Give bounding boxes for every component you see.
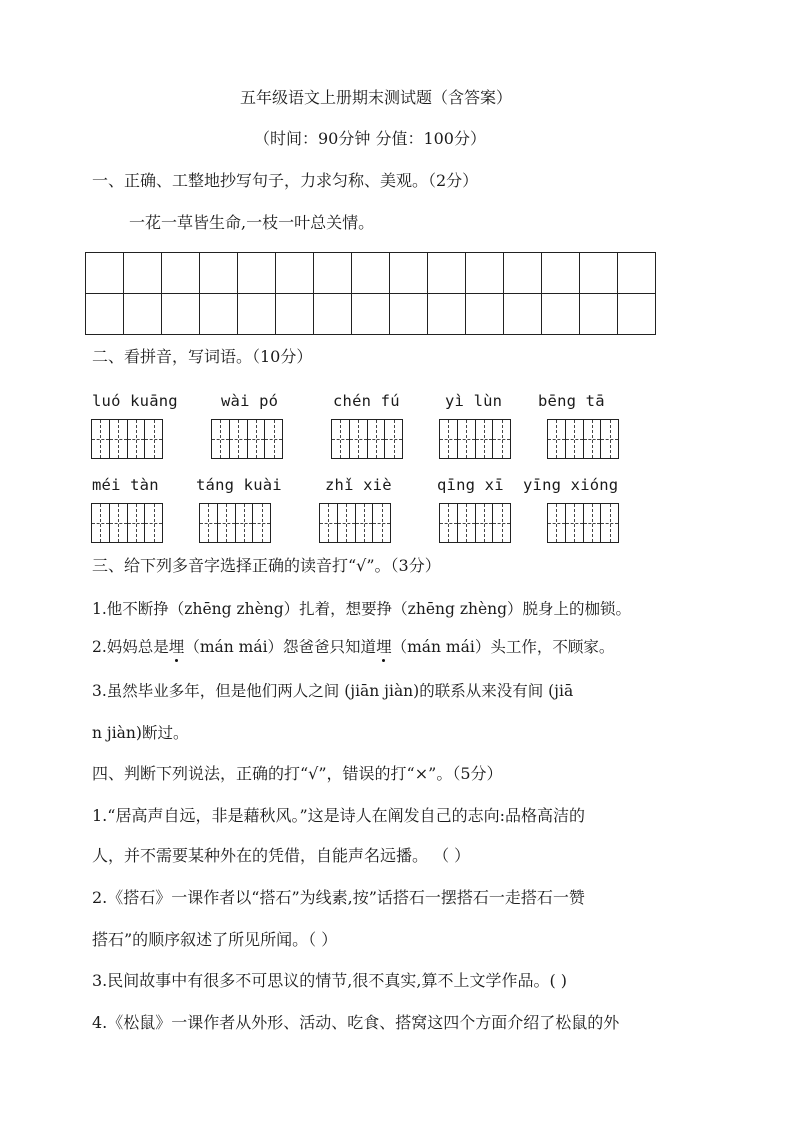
section1-heading: 一、正确、工整地抄写句子，力求匀称、美观。（2分） (92, 171, 479, 190)
pinyin-label: yīng xióng (523, 476, 619, 494)
pinyin-label: chén fú (333, 392, 400, 410)
emphasis-char: 埋 (168, 638, 185, 656)
section4-heading: 四、判断下列说法，正确的打“√”，错误的打“×”。（5分） (92, 764, 503, 783)
answer-box[interactable] (547, 503, 619, 543)
question-text: 1.“居高声自远，非是藉秋风。”这是诗人在阐发自己的志向:品格高洁的 (92, 806, 586, 825)
answer-box[interactable] (319, 503, 391, 543)
question-text: 1.他不断挣（zhēng zhèng）扎着，想要挣（zhēng zhèng）脱身上的枷锁。 (92, 600, 632, 618)
pinyin-label: táng kuài (196, 476, 282, 494)
question-text: 搭石”的顺序叙述了所见所闻。（ ） (92, 930, 338, 949)
emphasis-char: 埋 (376, 638, 392, 656)
page-title: 五年级语文上册期末测试题（含答案） (240, 88, 513, 107)
exam-info: （时间：90分钟 分值：100分） (254, 129, 486, 148)
pinyin-label: luó kuāng (92, 392, 178, 410)
question-segment: 2.妈妈总是 (92, 638, 169, 656)
question-text: 人，并不需要某种外在的凭借，自能声名远播。 （ ） (92, 846, 471, 865)
answer-box[interactable] (91, 503, 163, 543)
answer-box[interactable] (439, 419, 511, 459)
question-segment: （mán mái）怨爸爸只知道 (184, 638, 377, 656)
answer-box[interactable] (439, 503, 511, 543)
answer-box[interactable] (211, 419, 283, 459)
answer-box[interactable] (91, 419, 163, 459)
writing-grid-row (86, 253, 656, 294)
writing-grid[interactable] (85, 252, 656, 335)
question-text: 4.《松鼠》一课作者从外形、活动、吃食、搭窝这四个方面介绍了松鼠的外 (92, 1013, 620, 1032)
writing-grid-row (86, 294, 656, 335)
copy-sentence: 一花一草皆生命,一枝一叶总关情。 (129, 213, 375, 232)
question-text: 3.虽然毕业多年，但是他们两人之间 (jiān jiàn)的联系从来没有间 (jiā (92, 682, 574, 700)
pinyin-label: wài pó (221, 392, 279, 410)
answer-box[interactable] (199, 503, 271, 543)
pinyin-label: yì lùn (445, 392, 503, 410)
pinyin-label: méi tàn (92, 476, 159, 494)
pinyin-label: bēng tā (538, 392, 605, 410)
answer-box[interactable] (331, 419, 403, 459)
pinyin-label: zhǐ xiè (325, 476, 392, 494)
section2-heading: 二、看拼音，写词语。（10分） (92, 347, 313, 366)
answer-box[interactable] (547, 419, 619, 459)
pinyin-label: qīng xī (437, 476, 504, 494)
question-text: 2.《搭石》一课作者以“搭石”为线素,按”话搭石一摆搭石一走搭石一赞 (92, 888, 585, 907)
question-segment: （mán mái）头工作，不顾家。 (391, 638, 615, 656)
question-text (92, 637, 614, 657)
section3-heading: 三、给下列多音字选择正确的读音打“√”。（3分） (92, 556, 441, 575)
question-text: 3.民间故事中有很多不可思议的情节,很不真实,算不上文学作品。( ) (92, 971, 568, 990)
question-text: n jiàn)断过。 (92, 724, 189, 742)
